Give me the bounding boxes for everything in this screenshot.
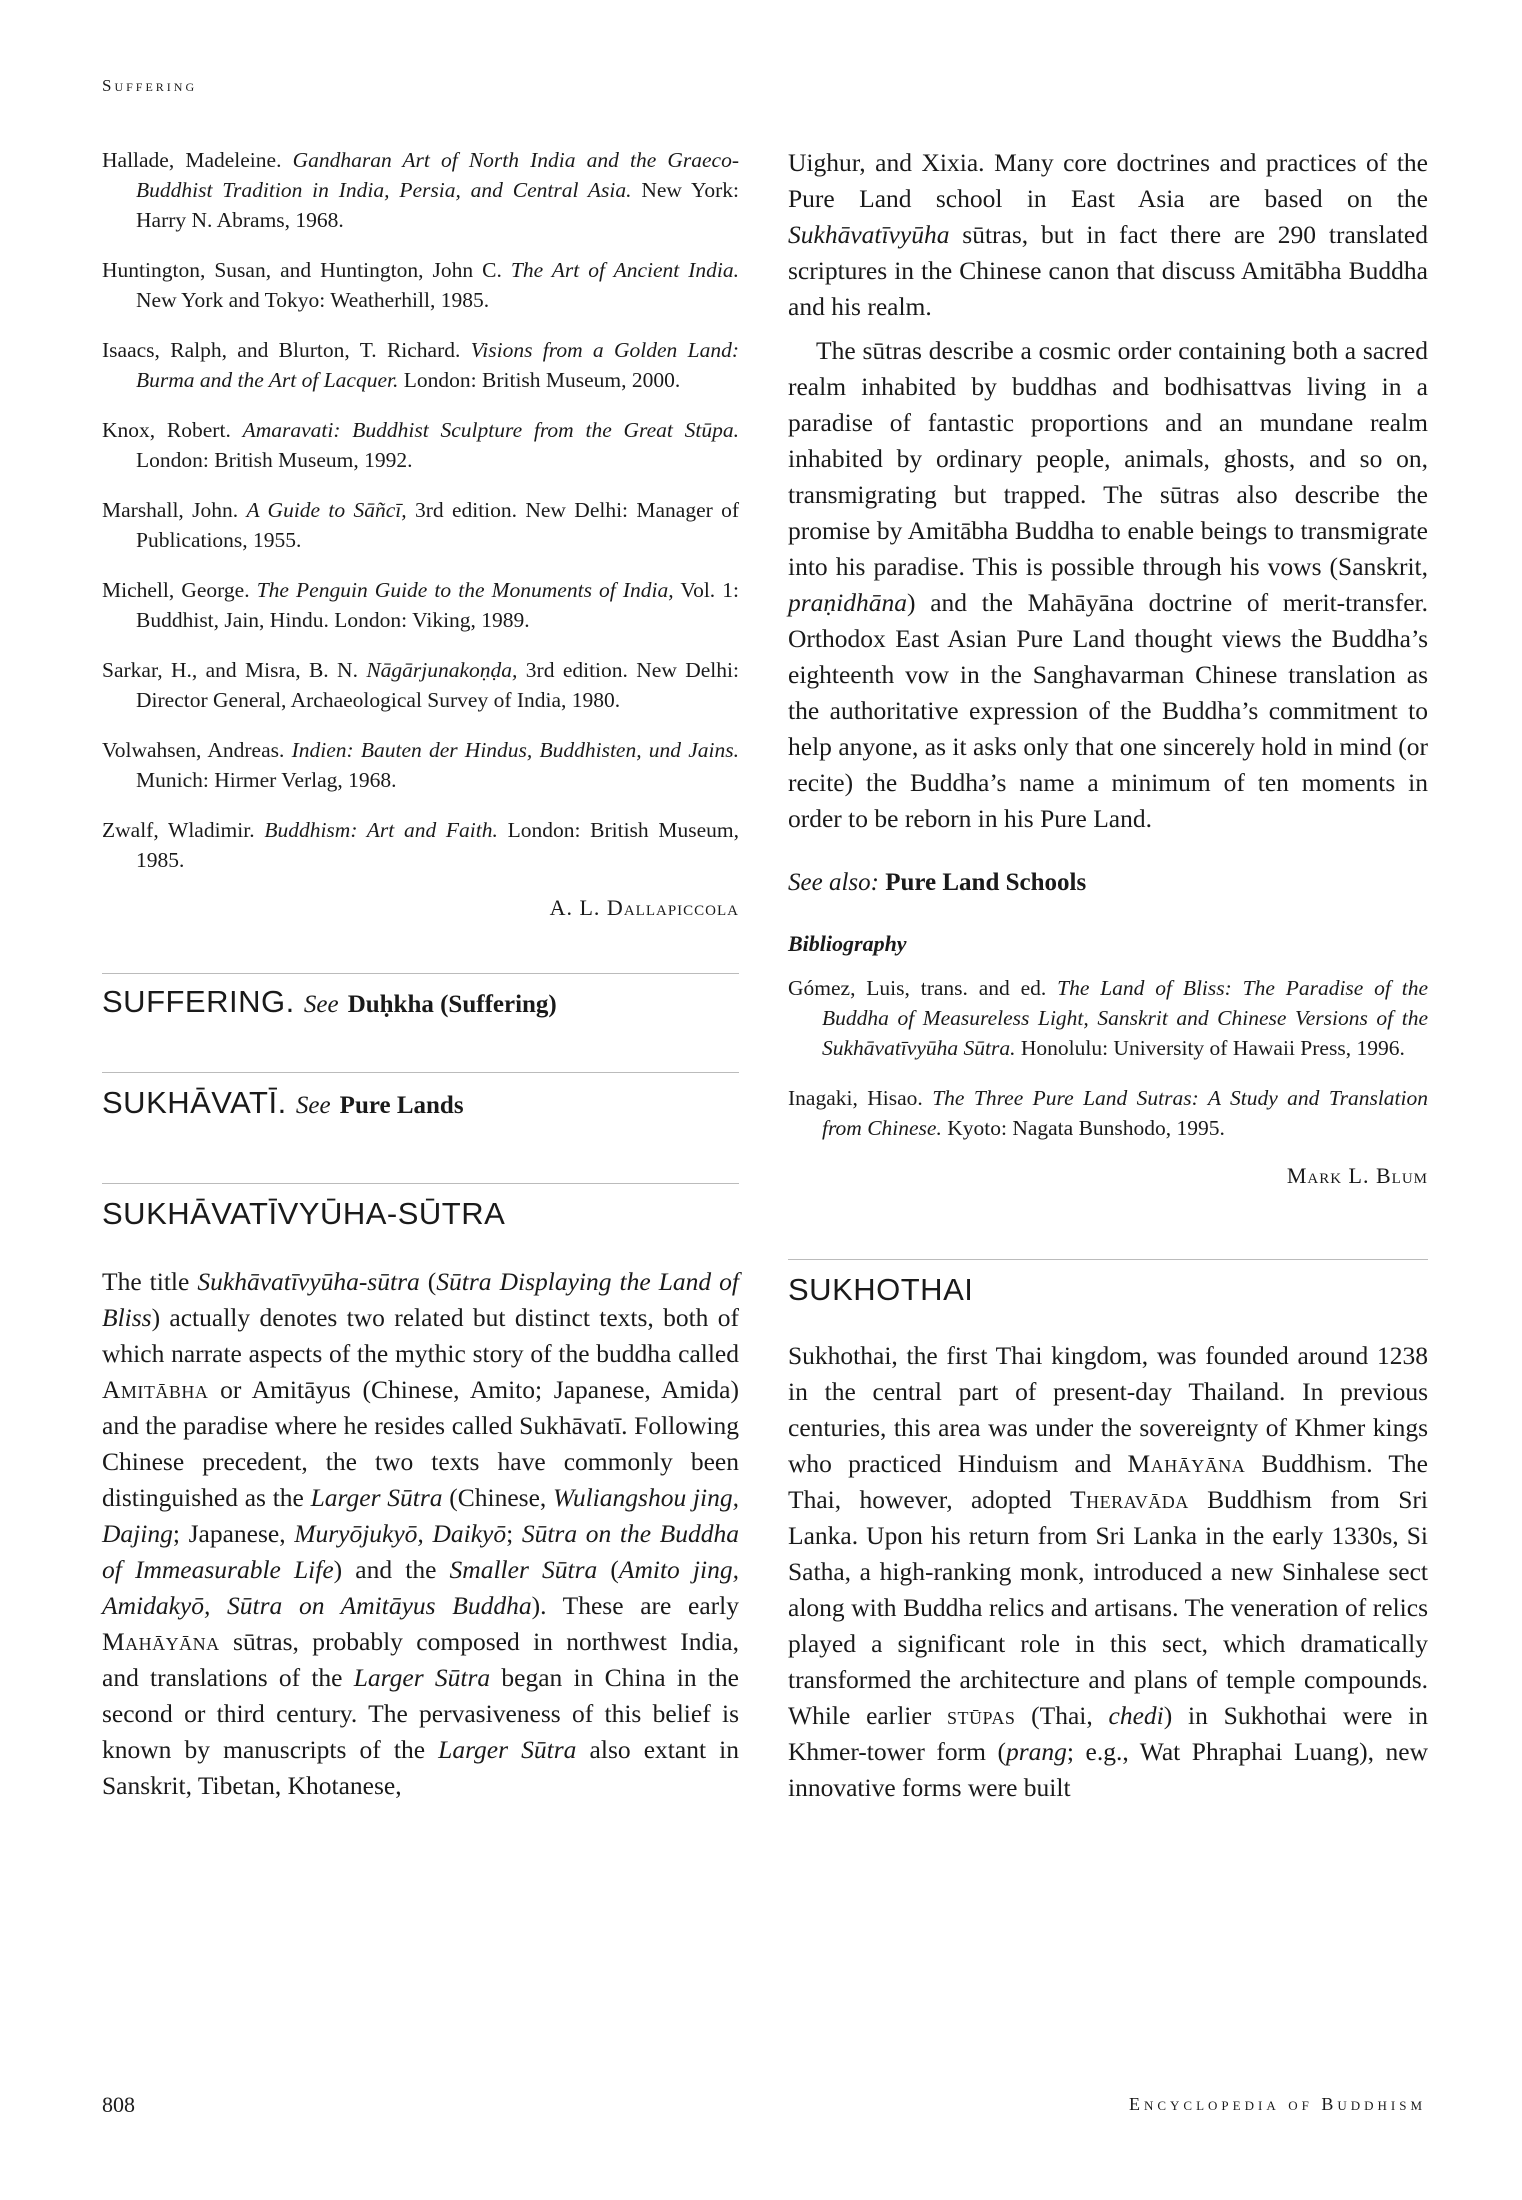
bibliography-entry: Isaacs, Ralph, and Blurton, T. Richard. Visions from a Golden Land: Burma and the Art of Lacquer. London: British Museum, 2000. <box>102 338 740 392</box>
italic-term: Smaller Sūtra <box>449 1555 598 1584</box>
cross-reference[interactable]: Amitābha <box>102 1375 209 1404</box>
see-also <box>788 869 1428 897</box>
paragraph: Uighur, and Xixia. Many core doctrines and practices of the Pure Land school in East Asia are based on the Sukhāvatīvyūha sūtras, but in fact there are 290 translated scriptures in the Chinese canon that discuss Amitābha Buddha and his realm. <box>788 148 1428 321</box>
right-column <box>788 145 1428 1806</box>
see-also-label: See also: <box>788 869 879 896</box>
paragraph: The sūtras describe a cosmic order containing both a sacred realm inhabited by buddhas and bodhisattvas living in a paradise of fantastic proportions and an mundane realm inhabited by ordinary people, animals, ghosts, and so on, transmigrating but trapped. The sūtras also describe the promise by Amitābha Buddha to enable beings to transmigrate into his paradise. This is possible through his vows (Sanskrit, praṇidhāna) and the Mahāyāna doctrine of merit-transfer. Orthodox East Asian Pure Land thought views the Buddha’s eighteenth vow in the Sanghavarman Chinese translation as the authoritative expression of the Buddha’s commitment to help anyone, as it asks only that one sincerely hold in mind (or recite) the Buddha’s name a minimum of ten moments in order to be reborn in his Pure Land. <box>788 336 1428 833</box>
italic-term: praṇidhāna <box>788 588 908 617</box>
cross-reference[interactable]: Theravāda <box>1070 1485 1189 1514</box>
cross-reference[interactable]: Pure Lands <box>339 1092 464 1119</box>
paragraph: The title Sukhāvatīvyūha-sūtra (Sūtra Displaying the Land of Bliss) actually denotes two related but distinct texts, both of which narrate aspects of the mythic story of the buddha called Amitābha or Amitāyus (Chinese, Amito; Japanese, Amida) and the paradise where he resides called Sukhāvatī. Following Chinese precedent, the two texts have commonly been distinguished as the Larger Sūtra (Chinese, Wuliangshou jing, Dajing; Japanese, Muryōjukyō, Daikyō; Sūtra on the Buddha of Immeasurable Life) and the Smaller Sūtra (Amito jing, Amidakyō, Sūtra on Amitāyus Buddha). These are early Mahāyāna sūtras, probably composed in northwest India, and translations of the Larger Sūtra began in China in the second or third century. The pervasiveness of this belief is known by manuscripts of the Larger Sūtra also extant in Sanskrit, Tibetan, Khotanese, <box>102 1267 739 1800</box>
page-number: 808 <box>102 2092 135 2117</box>
italic-term: Larger Sūtra <box>353 1663 491 1692</box>
work-title: Amaravati: Buddhist Sculpture from the Great Stūpa. <box>242 418 739 442</box>
divider <box>102 1183 739 1184</box>
bibliography-entry: Knox, Robert. Amaravati: Buddhist Sculpture from the Great Stūpa. London: British Museum, 1992. <box>102 418 739 472</box>
author-signature: Mark L. Blum <box>1286 1163 1428 1188</box>
italic-term: Sukhāvatīvyūha <box>788 220 950 249</box>
italic-term: chedi <box>1108 1701 1164 1730</box>
divider <box>102 1072 739 1073</box>
work-title: Visions from a Golden Land: Burma and the Art of Lacquer. <box>136 338 740 392</box>
cross-reference[interactable]: Pure Land Schools <box>885 869 1087 896</box>
bibliography-entry: Volwahsen, Andreas. Indien: Bauten der Hindus, Buddhisten, und Jains. Munich: Hirmer Verlag, 1968. <box>102 738 739 792</box>
italic-term: Sūtra Displaying the Land of Bliss <box>102 1267 739 1332</box>
cross-reference[interactable]: Mahāyāna <box>102 1627 220 1656</box>
bibliography-heading: Bibliography <box>788 931 907 956</box>
work-title: Indien: Bauten der Hindus, Buddhisten, und Jains. <box>291 738 739 762</box>
italic-term: Larger Sūtra <box>438 1735 577 1764</box>
entry-title: SUKHĀVATĪVYŪHA-SŪTRA <box>102 1196 506 1231</box>
work-title: A Guide to Sāñcī, <box>246 498 407 522</box>
entry-head-sukhavati <box>102 1085 739 1121</box>
work-title: The Penguin Guide to the Monuments of India, <box>256 578 674 602</box>
running-head: Suffering <box>102 76 198 95</box>
italic-term: prang <box>1005 1737 1067 1766</box>
see-label: See <box>303 991 339 1018</box>
bibliography-entry: Sarkar, H., and Misra, B. N. Nāgārjunakoṇḍa, 3rd edition. New Delhi: Director General, Archaeological Survey of India, 1980. <box>102 658 739 712</box>
sutra-bibliography <box>788 973 1428 1143</box>
bibliography-entry: Zwalf, Wladimir. Buddhism: Art and Faith. London: British Museum, 1985. <box>102 818 739 872</box>
cross-reference[interactable]: stūpas <box>946 1701 1016 1730</box>
work-title: The Land of Bliss: The Paradise of the Buddha of Measureless Light, Sanskrit and Chinese Versions of the Sukhāvatīvyūha Sūtra. <box>822 976 1429 1060</box>
left-column <box>102 145 739 1804</box>
entry-title: SUKHĀVATĪ. <box>102 1085 287 1120</box>
italic-term: Amito jing, Amidakyō, Sūtra on Amitāyus Buddha <box>102 1555 739 1620</box>
bibliography-entry: Inagaki, Hisao. The Three Pure Land Sutras: A Study and Translation from Chinese. Kyoto: Nagata Bunshodo, 1995. <box>788 1086 1428 1140</box>
paragraph: Sukhothai, the first Thai kingdom, was founded around 1238 in the central part of present-day Thailand. In previous centuries, this area was under the sovereignty of Khmer kings who practiced Hinduism and Mahāyāna Buddhism. The Thai, however, adopted Theravāda Buddhism from Sri Lanka. Upon his return from Sri Lanka in the early 1330s, Si Satha, a high-ranking monk, introduced a new Sinhalese sect along with Buddha relics and artisans. The veneration of relics played a significant role in this sect, which dramatically transformed the architecture and plans of temple compounds. While earlier stūpas (Thai, chedi) in Sukhothai were in Khmer-tower form (prang; e.g., Wat Phraphai Luang), new innovative forms were built <box>788 1341 1428 1802</box>
see-label: See <box>295 1092 331 1119</box>
cross-reference[interactable]: Duḥkha (Suffering) <box>347 991 557 1018</box>
italic-term: Muryōjukyō, Daikyō <box>294 1519 507 1548</box>
work-title: Buddhism: Art and Faith. <box>264 818 498 842</box>
author-signature: A. L. Dallapiccola <box>549 895 739 920</box>
bibliography-entry: Huntington, Susan, and Huntington, John C. The Art of Ancient India. New York and Tokyo: Weatherhill, 1985. <box>102 258 740 312</box>
bibliography-entry: Hallade, Madeleine. Gandharan Art of North India and the Graeco-Buddhist Tradition in India, Persia, and Central Asia. New York: Harry N. Abrams, 1968. <box>102 148 739 232</box>
divider <box>788 1259 1428 1260</box>
bibliography-entry: Gómez, Luis, trans. and ed. The Land of Bliss: The Paradise of the Buddha of Measureless Light, Sanskrit and Chinese Versions of the Sukhāvatīvyūha Sūtra. Honolulu: University of Hawaii Press, 1996. <box>788 976 1429 1060</box>
left-bibliography <box>102 145 739 875</box>
italic-term: Larger Sūtra <box>310 1483 443 1512</box>
bibliography-entry: Michell, George. The Penguin Guide to the Monuments of India, Vol. 1: Buddhist, Jain, Hindu. London: Viking, 1989. <box>102 578 739 632</box>
divider <box>102 973 739 974</box>
book-title: Encyclopedia of Buddhism <box>1128 2094 1426 2114</box>
work-title: The Three Pure Land Sutras: A Study and Translation from Chinese. <box>822 1086 1428 1140</box>
cross-reference[interactable]: Mahāyāna <box>1127 1449 1246 1478</box>
entry-title: SUFFERING. <box>102 984 295 1019</box>
work-title: Nāgārjunakoṇḍa, <box>366 658 518 682</box>
work-title: The Art of Ancient India. <box>510 258 740 282</box>
entry-title: SUKHOTHAI <box>788 1272 974 1307</box>
bibliography-entry: Marshall, John. A Guide to Sāñcī, 3rd edition. New Delhi: Manager of Publications, 1955. <box>102 498 740 552</box>
italic-term: Sūtra on the Buddha of Immeasurable Life <box>102 1519 739 1584</box>
work-title: Gandharan Art of North India and the Graeco-Buddhist Tradition in India, Persia, and Central Asia. <box>136 148 739 202</box>
entry-head-suffering <box>102 984 739 1020</box>
italic-term: Wuliangshou jing, Dajing <box>102 1483 739 1548</box>
italic-term: Sukhāvatīvyūha-sūtra <box>197 1267 420 1296</box>
